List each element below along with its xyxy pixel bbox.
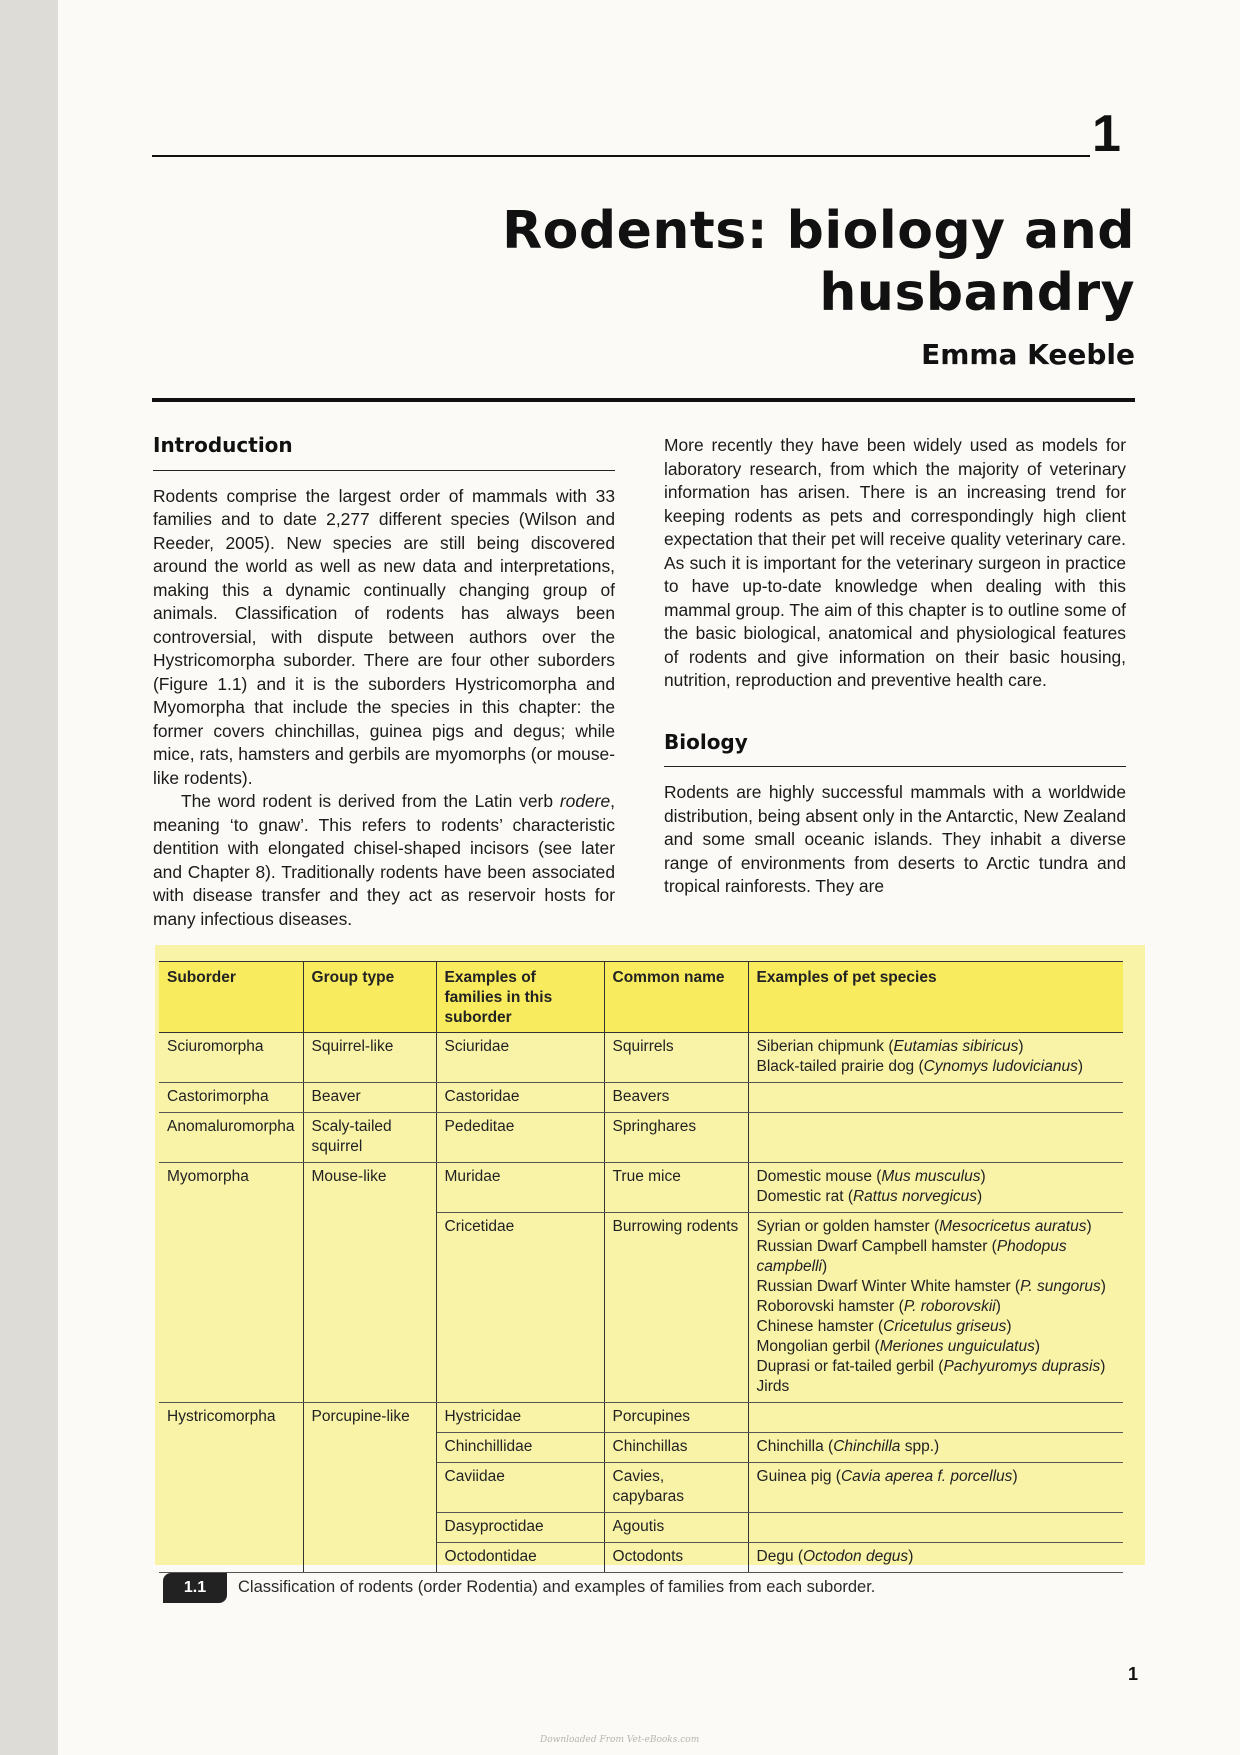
table-row (159, 1033, 1123, 1083)
chapter-title (435, 200, 1135, 324)
cell-group (303, 1433, 436, 1463)
p2-text-b: , meaning ‘to gnaw’. This refers to rodents’ characteristic dentition with elongated chisel-shaped incisors (see later and Chapter 8). Traditionally rodents have been associated with disease transfer and they act as reservoir hosts for many infectious diseases. (153, 791, 615, 929)
left-column (153, 434, 615, 931)
title-divider (152, 398, 1135, 402)
figure-caption: Classification of rodents (order Rodentia) and examples of families from each suborder. (238, 1578, 876, 1596)
cell-family: Caviidae (436, 1463, 604, 1513)
cell-family: Chinchillidae (436, 1433, 604, 1463)
table-row (159, 1513, 1123, 1543)
cell-family: Cricetidae (436, 1213, 604, 1403)
cell-group: Beaver (303, 1083, 436, 1113)
cell-suborder (159, 1543, 303, 1573)
cell-suborder: Hystricomorpha (159, 1403, 303, 1433)
p2-text-a: The word rodent is derived from the Latin verb (181, 791, 560, 811)
biology-paragraph-1: Rodents are highly successful mammals with a worldwide distribution, being absent only in the Antarctic, New Zealand and some small oceanic islands. They inhabit a diverse range of environments from deserts to Arctic tundra and tropical rainforests. They are (664, 782, 1126, 896)
header-families: Examples of families in this suborder (436, 962, 604, 1033)
cell-pets: Syrian or golden hamster (Mesocricetus auratus) Russian Dwarf Campbell hamster (Phodopus campbelli) Russian Dwarf Winter White hamster (P. sungorus) Roborovski hamster (P. roborovskii) Chinese hamster (Cricetulus griseus) Mongolian gerbil (Meriones unguiculatus) Duprasi or fat-tailed gerbil (Pachyuromys duprasis) Jirds (748, 1213, 1123, 1403)
table-row (159, 1113, 1123, 1163)
cell-common: Beavers (604, 1083, 748, 1113)
p2-emphasis: rodere (559, 791, 611, 811)
table-row (159, 1463, 1123, 1513)
cell-group (303, 1213, 436, 1403)
table-row (159, 1543, 1123, 1573)
header-group-type: Group type (303, 962, 436, 1033)
cell-common: Squirrels (604, 1033, 748, 1083)
cell-group: Mouse-like (303, 1163, 436, 1213)
author: Emma Keeble (921, 338, 1135, 371)
cell-group: Scaly-tailed squirrel (303, 1113, 436, 1163)
header-common-name: Common name (604, 962, 748, 1033)
cell-common: Agoutis (604, 1513, 748, 1543)
cell-suborder: Castorimorpha (159, 1083, 303, 1113)
table-row (159, 1083, 1123, 1113)
cell-family: Castoridae (436, 1083, 604, 1113)
cell-common: Porcupines (604, 1403, 748, 1433)
cell-suborder: Myomorpha (159, 1163, 303, 1213)
cell-suborder (159, 1513, 303, 1543)
cell-common: Octodonts (604, 1543, 748, 1573)
cell-pets (748, 1403, 1123, 1433)
classification-table (159, 961, 1123, 1573)
cell-pets (748, 1513, 1123, 1543)
cell-suborder: Sciuromorpha (159, 1033, 303, 1083)
cell-suborder: Anomaluromorpha (159, 1113, 303, 1163)
cell-pets: Degu (Octodon degus) (748, 1543, 1123, 1573)
cell-group (303, 1543, 436, 1573)
page-number: 1 (1128, 1664, 1139, 1684)
table-row (159, 1163, 1123, 1213)
intro-paragraph-1: Rodents comprise the largest order of mammals with 33 families and to date 2,277 different species (Wilson and Reeder, 2005). New species are still being discovered around the world as well as new data and interpretations, making this a dynamic continually changing group of animals. Classification of rodents has always been controversial, with dispute between authors over the Hystricomorpha suborder. There are four other suborders (Figure 1.1) and it is the suborders Hystricomorpha and Myomorpha that include the species in this chapter: the former covers chinchillas, guinea pigs and degus; while mice, rats, hamsters and gerbils are myomorphs (or mouse-like rodents). (153, 485, 615, 788)
cell-common: Cavies, capybaras (604, 1463, 748, 1513)
cell-common: True mice (604, 1163, 748, 1213)
cell-pets (748, 1083, 1123, 1113)
cell-pets: Siberian chipmunk (Eutamias sibiricus) Black-tailed prairie dog (Cynomys ludovicianus) (748, 1033, 1123, 1083)
figure-1-1-panel (155, 945, 1145, 1565)
cell-pets (748, 1113, 1123, 1163)
right-column (664, 434, 1126, 899)
header-suborder: Suborder (159, 962, 303, 1033)
download-watermark: Downloaded From Vet-eBooks.com (540, 1735, 700, 1745)
introduction-heading: Introduction (153, 434, 615, 471)
title-line-1: Rodents: biology and (502, 201, 1135, 261)
cell-suborder (159, 1213, 303, 1403)
cell-group: Squirrel-like (303, 1033, 436, 1083)
cell-family: Hystricidae (436, 1403, 604, 1433)
cell-family: Pededitae (436, 1113, 604, 1163)
cell-suborder (159, 1433, 303, 1463)
cell-common: Burrowing rodents (604, 1213, 748, 1403)
cell-family: Octodontidae (436, 1543, 604, 1573)
table-header-row (159, 962, 1123, 1033)
cell-group: Porcupine-like (303, 1403, 436, 1433)
table-row (159, 1213, 1123, 1403)
cell-suborder (159, 1463, 303, 1513)
header-pet-species: Examples of pet species (748, 962, 1123, 1033)
cell-pets: Chinchilla (Chinchilla spp.) (748, 1433, 1123, 1463)
cell-family: Dasyproctidae (436, 1513, 604, 1543)
cell-common: Chinchillas (604, 1433, 748, 1463)
cell-group (303, 1513, 436, 1543)
chapter-number: 1 (1092, 105, 1121, 163)
chapter-rule (152, 155, 1090, 157)
cell-family: Muridae (436, 1163, 604, 1213)
biology-heading: Biology (664, 731, 1126, 768)
cell-pets: Guinea pig (Cavia aperea f. porcellus) (748, 1463, 1123, 1513)
cell-common: Springhares (604, 1113, 748, 1163)
table-row (159, 1403, 1123, 1433)
cell-group (303, 1463, 436, 1513)
cell-family: Sciuridae (436, 1033, 604, 1083)
figure-label-badge: 1.1 (163, 1573, 227, 1603)
table-row (159, 1433, 1123, 1463)
cell-pets: Domestic mouse (Mus musculus) Domestic rat (Rattus norvegicus) (748, 1163, 1123, 1213)
intro-paragraph-2 (153, 790, 615, 931)
intro-paragraph-3: More recently they have been widely used as models for laboratory research, from which the majority of veterinary information has arisen. There is an increasing trend for keeping rodents as pets and correspondingly high client expectation that their pet will receive quality veterinary care. As such it is important for the veterinary surgeon in practice to have up-to-date knowledge when dealing with this mammal group. The aim of this chapter is to outline some of the basic biological, anatomical and physiological features of rodents and give information on their basic housing, nutrition, reproduction and preventive health care. (664, 435, 1126, 690)
title-line-2: husbandry (819, 263, 1135, 323)
